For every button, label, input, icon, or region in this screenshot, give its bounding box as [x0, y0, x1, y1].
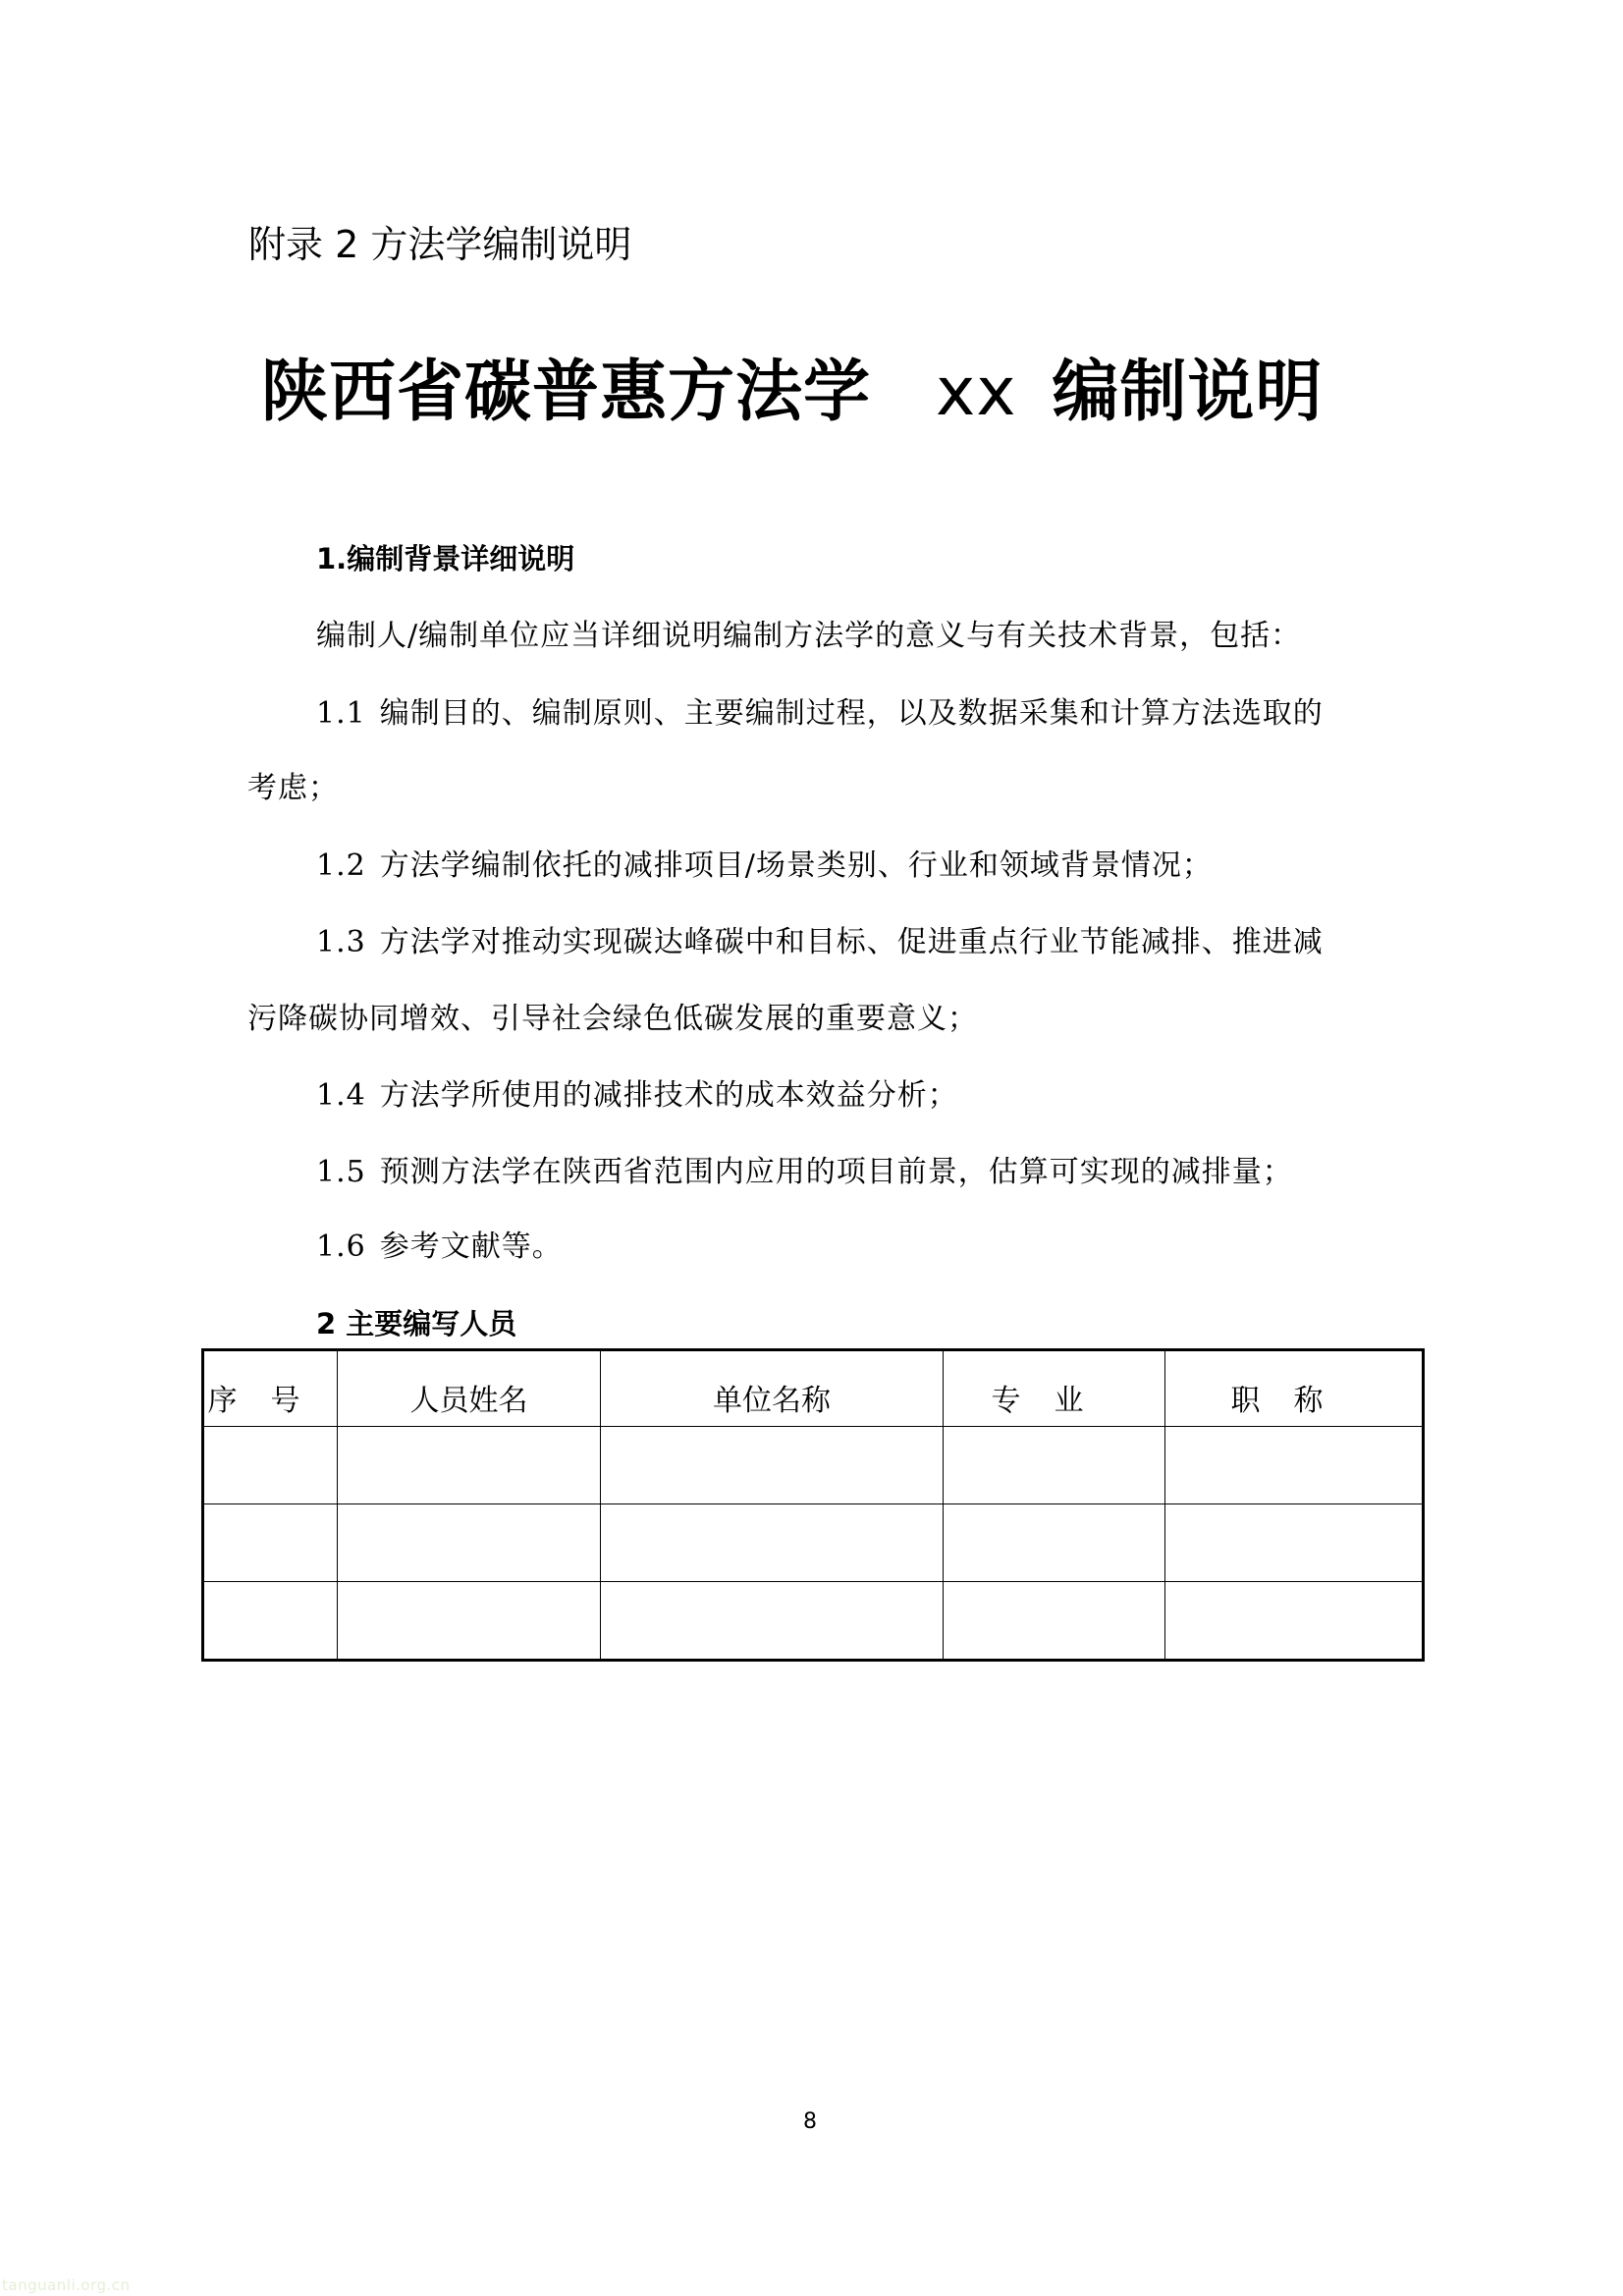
- list-item-1-6: [316, 1228, 563, 1267]
- column-header-major: 专业: [944, 1350, 1165, 1427]
- table-cell: [203, 1427, 338, 1504]
- list-item-number: 1.4: [316, 1078, 366, 1113]
- table-cell: [944, 1582, 1165, 1661]
- table-header-row: [203, 1350, 1424, 1427]
- watermark: tanguanli.org.cn: [2, 2276, 131, 2294]
- page-number: 8: [803, 2109, 817, 2134]
- list-item-1-3: [316, 923, 1324, 962]
- list-item-text: 方法学所使用的减排技术的成本效益分析；: [379, 1078, 958, 1113]
- column-header-organization: 单位名称: [601, 1350, 944, 1427]
- list-item-1-5: [316, 1153, 1293, 1192]
- appendix-label: 附录 2 方法学编制说明: [248, 223, 632, 266]
- staff-table: [201, 1348, 1425, 1662]
- list-item-number: 1.2: [316, 848, 366, 883]
- title-placeholder: xx: [936, 354, 1017, 431]
- list-item-text: 预测方法学在陕西省范围内应用的项目前景，估算可实现的减排量；: [379, 1155, 1293, 1189]
- table-cell: [944, 1427, 1165, 1504]
- list-item-number: 1.6: [316, 1230, 366, 1264]
- table-cell: [601, 1427, 944, 1504]
- title-suffix: 编制说明: [1052, 354, 1324, 431]
- table-cell: [601, 1504, 944, 1582]
- list-item-number: 1.1: [316, 696, 366, 731]
- list-item-text: 参考文献等。: [379, 1230, 563, 1264]
- table-cell: [1165, 1427, 1424, 1504]
- table-cell: [338, 1504, 601, 1582]
- list-item-1-1: [316, 694, 1324, 734]
- list-item-1-2: [316, 847, 1213, 886]
- table-cell: [338, 1427, 601, 1504]
- table-cell: [338, 1582, 601, 1661]
- table-cell: [1165, 1582, 1424, 1661]
- column-header-serial: 序号: [203, 1350, 338, 1427]
- table-row: [203, 1504, 1424, 1582]
- list-item-number: 1.5: [316, 1155, 366, 1189]
- list-item-number: 1.3: [316, 925, 366, 959]
- section-1-heading: 1.编制背景详细说明: [316, 542, 575, 575]
- document-title: [261, 348, 1324, 438]
- title-prefix: 陕西省碳普惠方法学: [261, 354, 872, 431]
- table-cell: [601, 1582, 944, 1661]
- list-item-text: 编制目的、编制原则、主要编制过程，以及数据采集和计算方法选取的: [379, 696, 1324, 731]
- section-1-intro: 编制人/编制单位应当详细说明编制方法学的意义与有关技术背景，包括：: [316, 619, 1302, 653]
- table-row: [203, 1427, 1424, 1504]
- list-item-1-3-continuation: 污降碳协同增效、引导社会绿色低碳发展的重要意义；: [247, 1002, 978, 1036]
- table-cell: [1165, 1504, 1424, 1582]
- section-2-heading: 2 主要编写人员: [316, 1307, 517, 1340]
- table-cell: [944, 1504, 1165, 1582]
- list-item-text: 方法学对推动实现碳达峰碳中和目标、促进重点行业节能减排、推进减: [379, 925, 1324, 959]
- list-item-text: 方法学编制依托的减排项目/场景类别、行业和领域背景情况；: [379, 848, 1213, 883]
- column-header-name: 人员姓名: [338, 1350, 601, 1427]
- table-cell: [203, 1582, 338, 1661]
- column-header-title: 职称: [1165, 1350, 1424, 1427]
- list-item-1-4: [316, 1076, 958, 1116]
- table-cell: [203, 1504, 338, 1582]
- list-item-1-1-continuation: 考虑；: [247, 771, 339, 805]
- table-row: [203, 1582, 1424, 1661]
